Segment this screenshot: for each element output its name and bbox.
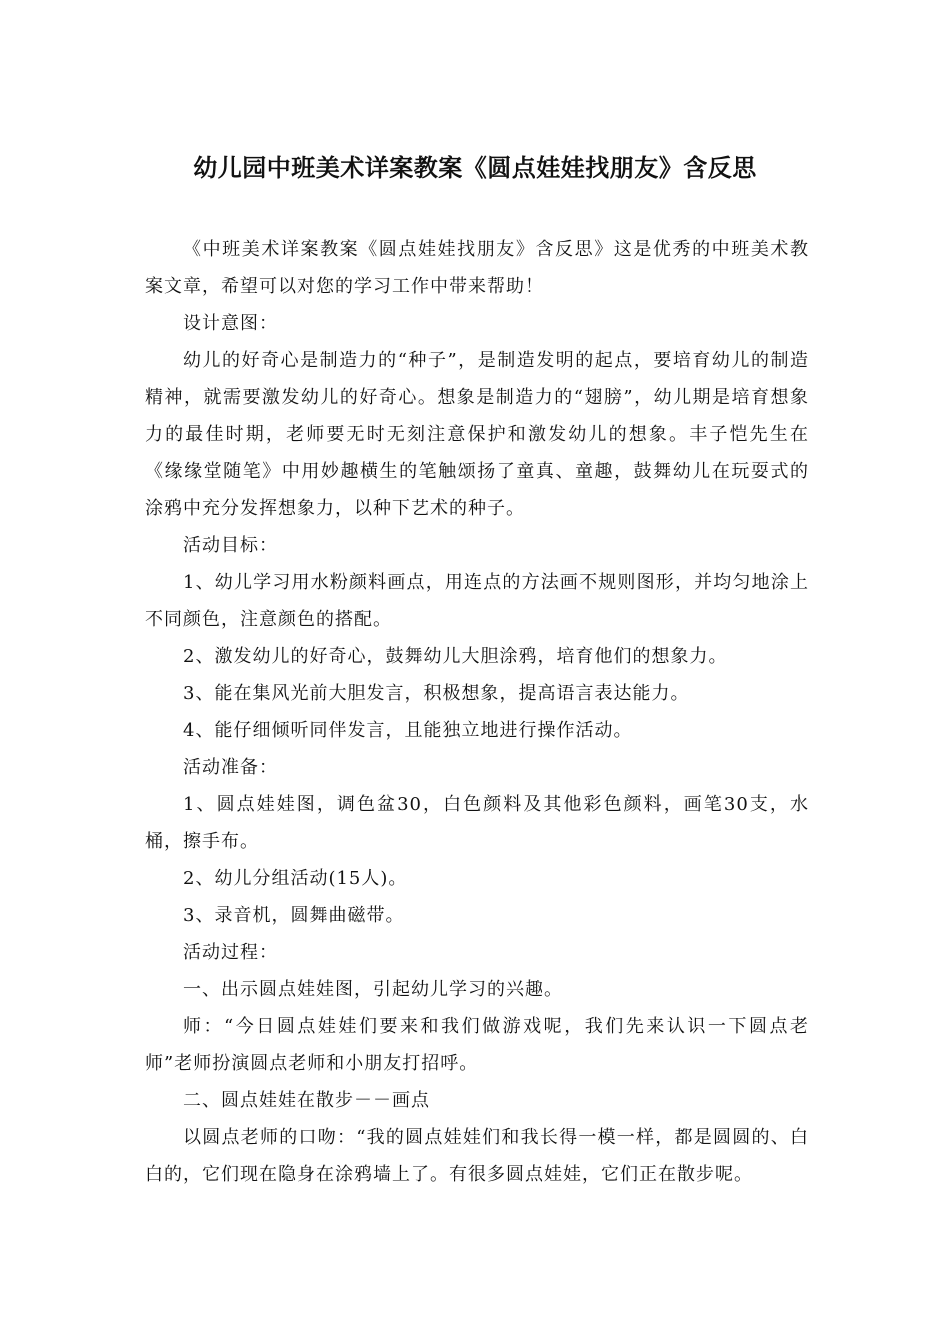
process-step-2-dialogue: 以圆点老师的口吻：“我的圆点娃娃们和我长得一模一样，都是圆圆的、白白的，它们现在隐身在涂鸦墙上了。有很多圆点娃娃，它们正在散步呢。: [145, 1127, 809, 1185]
preparation-item-3: 3、录音机，圆舞曲磁带。: [183, 905, 405, 926]
goal-item-1: 1、幼儿学习用水粉颜料画点，用连点的方法画不规则图形，并均匀地涂上不同颜色，注意颜色的搭配。: [145, 572, 809, 630]
heading-activity-process: 活动过程：: [183, 942, 278, 963]
process-step-1-dialogue: 师：“今日圆点娃娃们要来和我们做游戏呢，我们先来认识一下圆点老师”老师扮演圆点老师和小朋友打招呼。: [145, 1016, 809, 1074]
preparation-item-2: 2、幼儿分组活动(15人)。: [183, 868, 408, 889]
goal-item-4: 4、能仔细倾听同伴发言，且能独立地进行操作活动。: [183, 720, 633, 741]
process-step-1: 一、出示圆点娃娃图，引起幼儿学习的兴趣。: [183, 979, 563, 1000]
goal-item-2: 2、激发幼儿的好奇心，鼓舞幼儿大胆涂鸦，培育他们的想象力。: [183, 646, 728, 667]
goal-item-3: 3、能在集风光前大胆发言，积极想象，提高语言表达能力。: [183, 683, 690, 704]
paragraph-design-intent: 幼儿的好奇心是制造力的“种子”，是制造发明的起点，要培育幼儿的制造精神，就需要激发幼儿的好奇心。想象是制造力的“翅膀”，幼儿期是培育想象力的最佳时期，老师要无时无刻注意保护和激发幼儿的想象。丰子恺先生在《缘缘堂随笔》中用妙趣横生的笔触颂扬了童真、童趣，鼓舞幼儿在玩耍式的涂鸦中充分发挥想象力，以种下艺术的种子。: [145, 350, 809, 519]
heading-activity-goals: 活动目标：: [183, 535, 278, 556]
document-body: [145, 231, 809, 1193]
document-title: 幼儿园中班美术详案教案《圆点娃娃找朋友》含反思: [193, 154, 757, 182]
paragraph-intro: 《中班美术详案教案《圆点娃娃找朋友》含反思》这是优秀的中班美术教案文章，希望可以对您的学习工作中带来帮助！: [145, 239, 809, 297]
heading-design-intent: 设计意图：: [183, 313, 278, 334]
preparation-item-1: 1、圆点娃娃图，调色盆30，白色颜料及其他彩色颜料，画笔30支，水桶，擦手布。: [145, 794, 809, 852]
heading-activity-preparation: 活动准备：: [183, 757, 278, 778]
process-step-2: 二、圆点娃娃在散步－－画点: [183, 1090, 430, 1111]
